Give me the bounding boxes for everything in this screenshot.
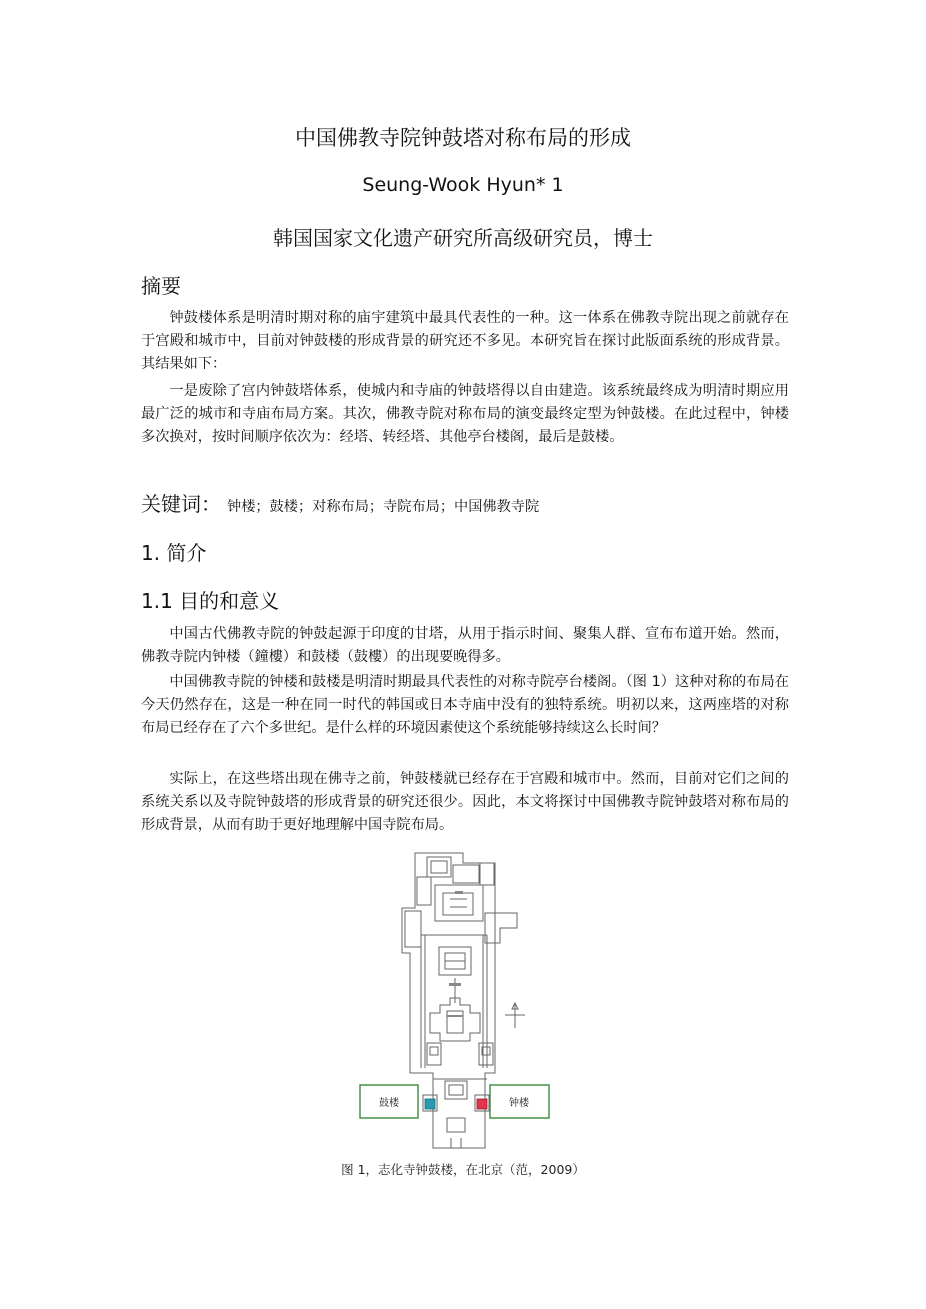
section-heading: 1. 简介 [141,541,207,565]
body-paragraph: 中国古代佛教寺院的钟鼓起源于印度的甘塔，从用于指示时间、聚集人群、宣布布道开始。然而，佛教寺院内钟楼（鐘樓）和鼓楼（鼓樓）的出现要晚得多。 [141,626,789,665]
temple-plan-drawing [355,843,555,1153]
body-paragraph: 实际上，在这些塔出现在佛寺之前，钟鼓楼就已经存在于宫殿和城市中。然而，目前对它们之间的系统关系以及寺院钟鼓塔的形成背景的研究还很少。因此，本文将探讨中国佛教寺院钟鼓塔对称布局的形成背景，从而有助于更好地理解中国寺院布局。 [141,771,789,833]
keywords-text: 钟楼；鼓楼；对称布局；寺院布局；中国佛教寺院 [227,499,540,515]
abstract-paragraph: 一是废除了宫内钟鼓塔体系，使城内和寺庙的钟鼓塔得以自由建造。该系统最终成为明清时期应用最广泛的城市和寺庙布局方案。其次，佛教寺院对称布局的演变最终定型为钟鼓楼。在此过程中，钟楼多次换对，按时间顺序依次为：经塔、转经塔、其他亭台楼阁，最后是鼓楼。 [141,383,789,445]
figure-caption: 图 1，志化寺钟鼓楼，在北京（范，2009） [341,1162,585,1177]
keywords [141,488,539,517]
bell-tower-marker [477,1099,487,1109]
drum-tower-label: 鼓楼 [379,1098,399,1109]
paper-title: 中国佛教寺院钟鼓塔对称布局的形成 [295,126,631,150]
author-affiliation: 韩国国家文化遗产研究所高级研究员，博士 [273,226,653,250]
body-paragraph: 中国佛教寺院的钟楼和鼓楼是明清时期最具代表性的对称寺院亭台楼阁。（图 1）这种对称的布局在今天仍然存在，这是一种在同一时代的韩国或日本寺庙中没有的独特系统。明初以来，这两座塔的对称布局已经存在了六个多世纪。是什么样的环境因素使这个系统能够持续这么长时间？ [141,674,789,736]
subsection-heading: 1.1 目的和意义 [141,589,280,613]
paper-author: Seung-Wook Hyun* 1 [362,174,564,196]
bell-tower-label: 钟楼 [509,1098,529,1109]
abstract-heading: 摘要 [141,274,181,298]
abstract-paragraph: 钟鼓楼体系是明清时期对称的庙宇建筑中最具代表性的一种。这一体系在佛教寺院出现之前就存在于宫殿和城市中，目前对钟鼓楼的形成背景的研究还不多见。本研究旨在探讨此版面系统的形成背景。其结果如下： [141,310,789,372]
drum-tower-marker [425,1099,435,1109]
keywords-label: 关键词： [141,492,221,516]
figure-temple-plan [355,843,555,1153]
